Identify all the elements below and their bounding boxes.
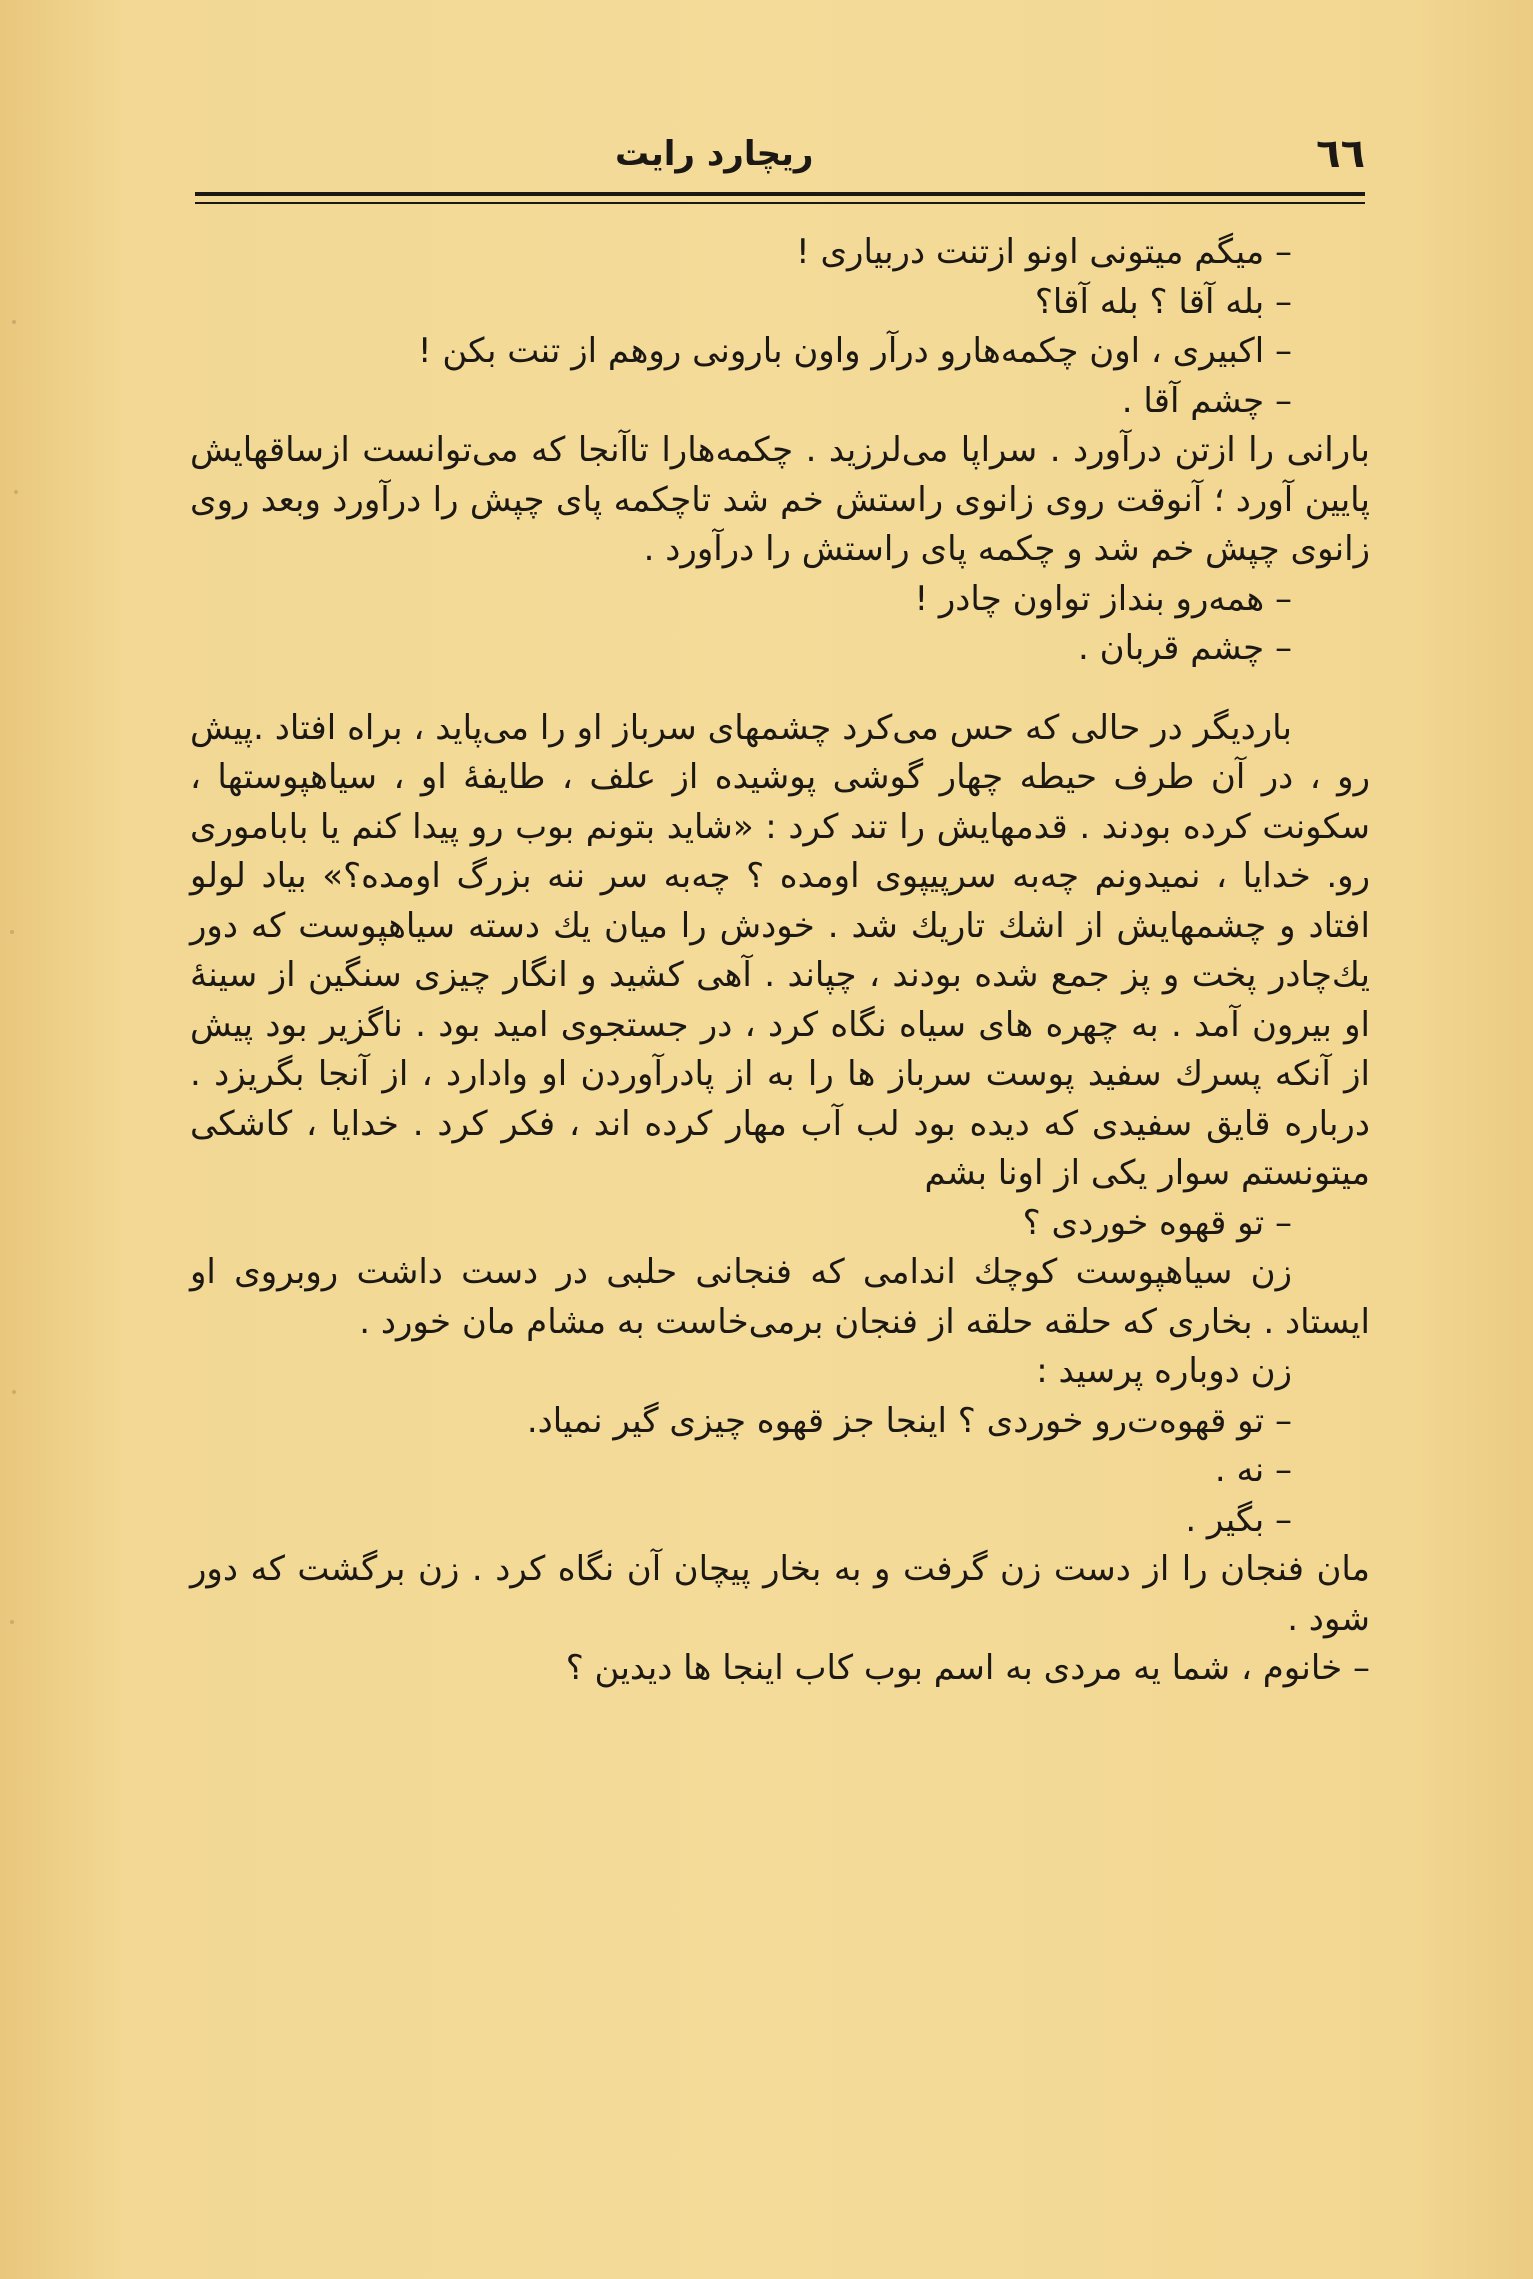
dialogue-line: – تو قهوه‌ت‌رو خوردی ؟ اینجا جز قهوه چیزی گیر نمیاد. [526,1400,1292,1441]
paragraph: زن سیاهپوست کوچك اندامی که فنجانی حلبی در دست داشت روبروی او ایستاد . بخاری که حلقه حلقه از فنجان برمی‌خاست به مشام مان خورد . [190,1252,1370,1342]
header-rule-thin [195,202,1365,204]
dialogue-line: – تو قهوه خوردی ؟ [1022,1202,1292,1243]
running-title: ریچارد رایت [615,134,814,174]
dialogue-line: – بله آقا ؟ بله آقا؟ [1034,281,1292,322]
dialogue-line: – خانوم ، شما یه مردی به اسم بوب كاب اینجا ها دیدین ؟ [565,1648,1370,1688]
dialogue-line: – بگیر . [1185,1499,1292,1540]
paragraph: باردیگر در حالی که حس می‌کرد چشمهای سرباز او را می‌پاید ، براه افتاد .پیش رو ، در آن طرف حیطه چهار گوشی پوشیده از علف ، طایفهٔ او ، سیاهپوستها ، سکونت کرده بودند . قدمهایش را تند کرد : «شاید بتونم بوب رو پیدا کنم یا باباموری رو. خدایا ، نمیدونم چه‌به سرپیپوی اومده ؟ چه‌به سر ننه بزرگ اومده؟» بیاد لولو افتاد و چشمهایش از اشك تاریك شد . خودش را میان يك دسته سیاهپوست که دور یك‌چادر پخت و پز جمع شده بودند ، چپاند . آهی کشید و انگار چیزی سنگین از سینهٔ او بیرون آمد . به چهره های سیاه نگاه کرد ، در جستجوی امید بود . ناگزیر بود پیش از آنکه پسرك سفید پوست سرباز ها را به از پادرآوردن او وادارد ، از آنجا بگریزد . درباره قایق سفیدی که دیده بود لب آب مهار کرده اند ، فکر کرد . خدایا ، کاشکی میتونستم سوار یکی از اونا بشم [190,707,1370,1193]
dialogue-line: – میگم میتونی اونو ازتنت دربیاری ! [796,232,1292,272]
paragraph-gap [190,674,1370,704]
body-text [190,228,1370,1694]
dialogue-line: – چشم قربان . [1077,628,1292,668]
dialogue-line: – اکبیری ، اون چکمه‌هارو درآر واون بارونی روهم از تنت بکن ! [417,331,1292,371]
dialogue-line: – چشم آقا . [1121,380,1292,421]
paper-speck [12,320,16,324]
page-number: ٦٦ [1316,131,1365,177]
paragraph: زن دوباره پرسید : [1036,1351,1292,1391]
page-header [195,128,1365,180]
paper-speck [10,930,14,934]
header-rule [195,192,1365,196]
paragraph: مان فنجان را از دست زن گرفت و به بخار پیچان آن نگاه کرد . زن برگشت که دور شود . [190,1549,1370,1639]
paper-speck [10,1620,14,1624]
paper-speck [12,1390,16,1394]
paragraph: بارانی را ازتن درآورد . سراپا می‌لرزید . چکمه‌هارا تاآنجا که می‌توانست ازساقهایش پایین آورد ؛ آنوقت روی زانوی راستش خم شد تاچکمه پای چپش را درآورد وبعد روی زانوی چپش خم شد و چکمه پای راستش را درآورد . [190,430,1370,569]
dialogue-line: – همه‌رو بنداز تواون چادر ! [914,578,1292,619]
paper-speck [14,490,18,494]
dialogue-line: – نه . [1214,1450,1292,1490]
